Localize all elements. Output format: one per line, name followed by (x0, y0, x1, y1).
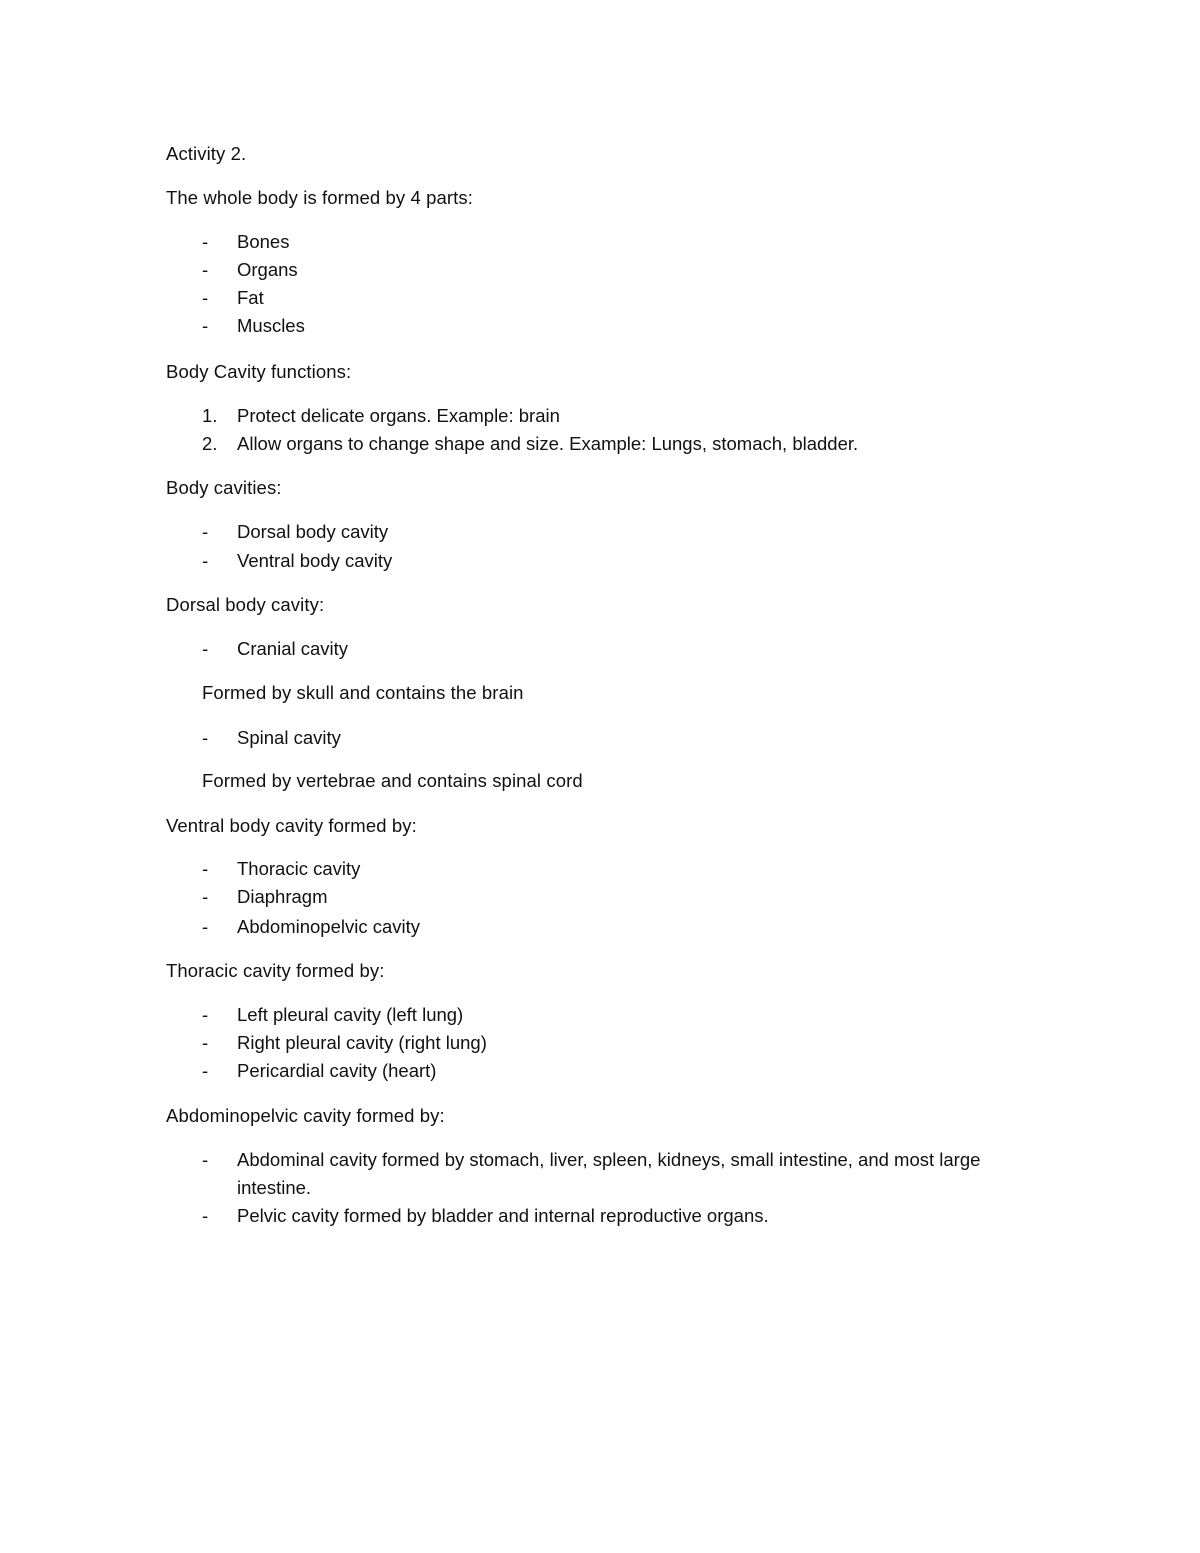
bullet-dash: - (202, 521, 209, 542)
list-item: Pericardial cavity (heart) (237, 1060, 437, 1081)
list-item: Fat (237, 287, 264, 308)
list-number: 2. (202, 433, 218, 454)
list-item: Right pleural cavity (right lung) (237, 1032, 487, 1053)
section-heading: Abdominopelvic cavity formed by: (166, 1105, 445, 1126)
bullet-dash: - (202, 315, 209, 336)
bullet-dash: - (202, 259, 209, 280)
intro-text: The whole body is formed by 4 parts: (166, 187, 473, 208)
list-item: Spinal cavity (237, 727, 341, 748)
list-item: Allow organs to change shape and size. Example: Lungs, stomach, bladder. (237, 433, 859, 454)
bullet-dash: - (202, 231, 209, 252)
list-number: 1. (202, 405, 218, 426)
list-item: Ventral body cavity (237, 550, 393, 571)
bullet-dash: - (202, 638, 209, 659)
list-item: Thoracic cavity (237, 858, 361, 879)
section-heading: Body cavities: (166, 477, 282, 498)
bullet-dash: - (202, 1032, 209, 1053)
list-item: Dorsal body cavity (237, 521, 389, 542)
bullet-dash: - (202, 727, 209, 748)
list-item: Cranial cavity (237, 638, 349, 659)
list-item: Muscles (237, 315, 305, 336)
section-heading: Body Cavity functions: (166, 361, 352, 382)
list-item-continuation: intestine. (237, 1177, 312, 1198)
list-item: Bones (237, 231, 290, 252)
section-heading: Thoracic cavity formed by: (166, 960, 385, 981)
bullet-dash: - (202, 287, 209, 308)
list-item: Pelvic cavity formed by bladder and internal reproductive organs. (237, 1205, 769, 1226)
bullet-dash: - (202, 1004, 209, 1025)
list-item: Protect delicate organs. Example: brain (237, 405, 560, 426)
bullet-dash: - (202, 1060, 209, 1081)
section-heading: Ventral body cavity formed by: (166, 815, 417, 836)
bullet-dash: - (202, 916, 209, 937)
document-title: Activity 2. (166, 143, 247, 164)
bullet-dash: - (202, 886, 209, 907)
note-text: Formed by skull and contains the brain (202, 682, 524, 703)
list-item: Organs (237, 259, 298, 280)
list-item: Left pleural cavity (left lung) (237, 1004, 464, 1025)
list-item: Abdominal cavity formed by stomach, liver, spleen, kidneys, small intestine, and most large (237, 1149, 981, 1170)
note-text: Formed by vertebrae and contains spinal cord (202, 770, 583, 791)
bullet-dash: - (202, 1149, 209, 1170)
section-heading: Dorsal body cavity: (166, 594, 325, 615)
list-item: Abdominopelvic cavity (237, 916, 421, 937)
list-item: Diaphragm (237, 886, 328, 907)
bullet-dash: - (202, 1205, 209, 1226)
bullet-dash: - (202, 858, 209, 879)
bullet-dash: - (202, 550, 209, 571)
